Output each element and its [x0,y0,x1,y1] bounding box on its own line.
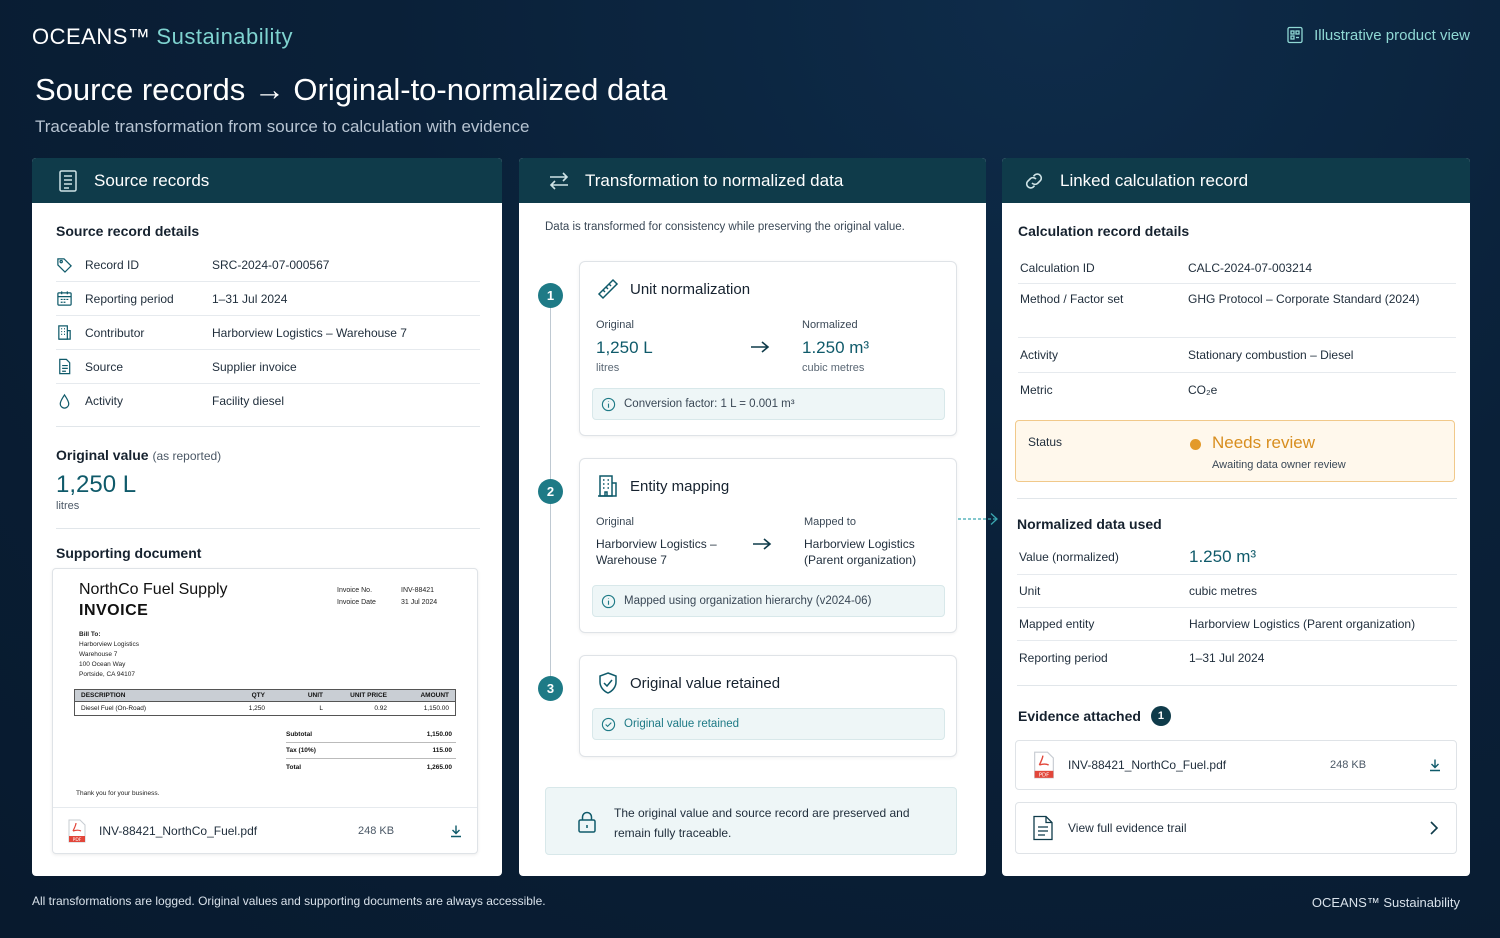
link-icon [1022,169,1046,193]
source-row-activity [56,384,480,418]
document-icon [56,358,73,375]
calc-details-list [1018,252,1456,407]
status-value: Needs review [1212,433,1315,452]
row-label: Reporting period [1019,650,1108,665]
total-label: Subtotal [286,731,312,738]
transformation-panel [519,158,986,876]
row-value: Facility diesel [212,394,285,408]
row-label: Source [85,359,124,374]
file-size: 248 KB [358,824,395,837]
document-list-icon [56,169,80,193]
invoice-date: 31 Jul 2024 [401,599,438,606]
calculation-panel [1002,158,1470,876]
info-text: Mapped using organization hierarchy (v2024-06) [624,595,872,607]
pdf-icon [1032,751,1056,779]
invoice-table [74,689,456,716]
document-icon [1032,815,1054,841]
row-value: 1–31 Jul 2024 [212,291,288,306]
illustrative-label [1286,26,1470,44]
ruler-icon [596,277,620,301]
download-icon[interactable] [1428,758,1442,772]
dashed-arrow-connector [958,512,1000,526]
file-name: INV-88421_NorthCo_Fuel.pdf [99,823,258,838]
swap-arrows-icon [547,169,571,193]
invoice-total-row [286,727,456,743]
total-value: 1,265.00 [426,763,452,771]
invoice-title: INVOICE [79,602,149,619]
transform-note: Data is transformed for consistency while preserving the original value. [545,221,905,233]
total-label: Tax (10%) [286,747,316,754]
total-value: 115.00 [432,747,452,754]
invoice-meta [337,587,451,606]
divider [56,426,480,427]
invoice-no: INV-88421 [401,587,435,594]
info-icon [601,594,616,609]
invoice-preview[interactable] [52,568,478,854]
mapped-label: Mapped to [804,516,856,528]
cell: Diesel Fuel (On-Road) [81,705,147,712]
row-label: Mapped entity [1019,617,1095,631]
evidence-title [1018,706,1171,726]
row-label: Value (normalized) [1019,549,1119,564]
evidence-file-row[interactable] [1015,740,1457,790]
source-row-record-id [56,248,480,282]
chevron-right-icon [1428,821,1440,835]
row-value: 1–31 Jul 2024 [1189,650,1265,665]
source-panel-header [32,158,502,203]
source-records-panel [32,158,502,876]
row-label: Activity [85,394,124,408]
norm-row-value [1017,539,1457,575]
step-card-original-retained [579,655,957,757]
row-value: Harborview Logistics (Parent organization) [1189,617,1416,631]
file-name: INV-88421_NorthCo_Fuel.pdf [1068,758,1227,772]
page-title: Source records → Original-to-normalized data [35,72,668,107]
calc-row-method [1018,284,1456,338]
download-icon[interactable] [449,824,463,838]
row-value: Supplier invoice [212,359,297,374]
bill-to-line: Warehouse 7 [79,651,118,658]
row-label: Method / Factor set [1020,292,1124,306]
total-label: Total [286,763,302,771]
source-details-list [56,248,480,418]
row-value: Stationary combustion – Diesel [1188,348,1354,362]
row-value: 1.250 m³ [1189,546,1257,566]
row-label: Contributor [85,325,145,340]
status-subtext: Awaiting data owner review [1212,459,1346,471]
calc-row-metric [1018,373,1456,407]
status-box [1015,420,1455,482]
brand-name: OCEANS™ [32,24,151,49]
mapping-info [592,585,945,617]
bill-to-label: Bill To: [79,631,101,638]
card-title [596,671,780,695]
bill-to-line: Harborview Logistics [79,641,139,648]
row-value: cubic metres [1189,584,1258,598]
footer-note: All transformations are logged. Original values and supporting documents are always accessible. [32,894,546,908]
col-header: UNIT [307,692,323,699]
divider [1017,685,1457,686]
retained-info [592,708,945,740]
page-subtitle: Traceable transformation from source to calculation with evidence [35,117,530,136]
calc-details-title: Calculation record details [1018,223,1190,239]
orig-label: Original [596,516,634,528]
card-title-text: Unit normalization [630,280,751,298]
original-value: 1,250 L [56,471,137,498]
source-panel-title: Source records [94,170,210,190]
orig-label: Original [596,319,634,331]
card-title-text: Original value retained [630,674,781,692]
cell: 1,250 [248,705,265,712]
cell: L [319,705,323,712]
info-text: Original value retained [624,718,740,730]
row-label: Unit [1019,584,1041,598]
row-label: Reporting period [85,291,174,306]
divider [1017,498,1457,499]
invoice-table-header [75,690,455,702]
row-value: GHG Protocol – Corporate Standard (2024) [1188,292,1420,306]
source-file-row[interactable] [53,807,477,853]
step-number-2: 2 [538,479,563,504]
invoice-date-label: Invoice Date [337,599,376,606]
step-number-1: 1 [538,283,563,308]
invoice-no-label: Invoice No. [337,587,373,594]
source-row-source [56,350,480,384]
cell: 1,150.00 [423,705,449,712]
invoice-total-row [286,743,456,759]
step-card-unit-normalization [579,261,957,436]
norm-label: Normalized [802,319,858,331]
card-title [596,474,729,498]
status-label: Status [1028,435,1063,449]
norm-unit: cubic metres [802,362,865,374]
bill-to-line: 100 Ocean Way [79,661,126,668]
trail-label: View full evidence trail [1068,821,1187,835]
norm-row-entity [1017,608,1457,641]
invoice-totals [286,727,456,775]
cell: 0.92 [374,705,387,712]
row-label: Calculation ID [1020,260,1095,275]
lock-icon [576,810,598,834]
row-value: CO₂e [1188,383,1218,397]
transform-panel-header [519,158,986,203]
original-value-label: Original value (as reported) [56,447,222,463]
grid-doc-icon [1286,26,1304,44]
arrow-right-icon [750,340,770,354]
row-label: Activity [1020,348,1059,362]
card-title [596,277,750,301]
row-label: Record ID [85,257,140,272]
illustrative-label-text: Illustrative product view [1314,26,1470,44]
norm-value: 1.250 m³ [802,338,870,357]
divider [56,528,480,529]
evidence-title-text: Evidence attached [1018,708,1141,724]
brand-logo [32,24,293,50]
col-header: QTY [251,692,265,699]
tag-icon [56,256,73,273]
step-number-3: 3 [538,676,563,701]
check-circle-icon [601,717,616,732]
step-card-entity-mapping [579,458,957,633]
norm-row-period [1017,641,1457,674]
status-dot [1190,439,1201,450]
pdf-icon [67,819,87,843]
col-header: AMOUNT [420,692,449,699]
original-note: (as reported) [152,449,222,463]
preserve-note [545,787,957,855]
calc-panel-header [1002,158,1470,203]
invoice-company: NorthCo Fuel Supply [79,581,228,598]
svg-text:PDF: PDF [1038,772,1050,779]
shield-check-icon [596,671,620,695]
row-label: Metric [1020,383,1053,397]
invoice-thanks: Thank you for your business. [76,790,160,797]
file-size: 248 KB [1330,759,1367,771]
row-value: CALC-2024-07-003214 [1188,260,1313,275]
col-header: UNIT PRICE [350,692,387,699]
building-icon [596,474,620,498]
orig-unit: litres [596,362,620,374]
source-row-contributor [56,316,480,350]
calendar-icon [56,290,73,307]
brand-product: Sustainability [156,24,294,49]
droplet-icon [56,393,73,410]
invoice-bill-to [79,630,139,680]
calc-row-activity [1018,338,1456,373]
col-header: DESCRIPTION [81,692,126,699]
mapped-entity: Harborview Logistics (Parent organization) [804,537,917,567]
supporting-document-title: Supporting document [56,545,202,561]
building-icon [56,324,73,341]
invoice-table-row [75,702,455,715]
info-text: Conversion factor: 1 L = 0.001 m³ [624,398,795,410]
calc-row-id [1018,252,1456,284]
calc-panel-title: Linked calculation record [1060,170,1249,190]
transform-panel-title: Transformation to normalized data [585,170,844,190]
svg-text:PDF: PDF [72,837,82,843]
conversion-info [592,388,945,420]
orig-value: 1,250 L [596,338,653,357]
source-details-title: Source record details [56,223,200,239]
info-icon [601,397,616,412]
arrow-right-icon [752,537,772,551]
card-title-text: Entity mapping [630,477,730,495]
normalized-title: Normalized data used [1017,516,1162,532]
orig-entity: Harborview Logistics – Warehouse 7 [596,537,717,567]
bill-to-line: Portside, CA 94107 [79,671,136,678]
view-evidence-trail-button[interactable] [1015,802,1457,854]
total-value: 1,150.00 [426,731,452,738]
row-value: Harborview Logistics – Warehouse 7 [212,325,407,340]
original-unit: litres [56,500,80,512]
evidence-count-badge: 1 [1151,706,1171,726]
row-value: SRC-2024-07-000567 [212,257,330,272]
norm-row-unit [1017,575,1457,608]
footer-brand: OCEANS™ Sustainability [1311,895,1460,910]
source-row-reporting-period [56,282,480,316]
invoice-total-row [286,759,456,775]
preserve-text: The original value and source record are preserved and remain fully traceable. [614,806,910,840]
normalized-list [1017,539,1457,674]
